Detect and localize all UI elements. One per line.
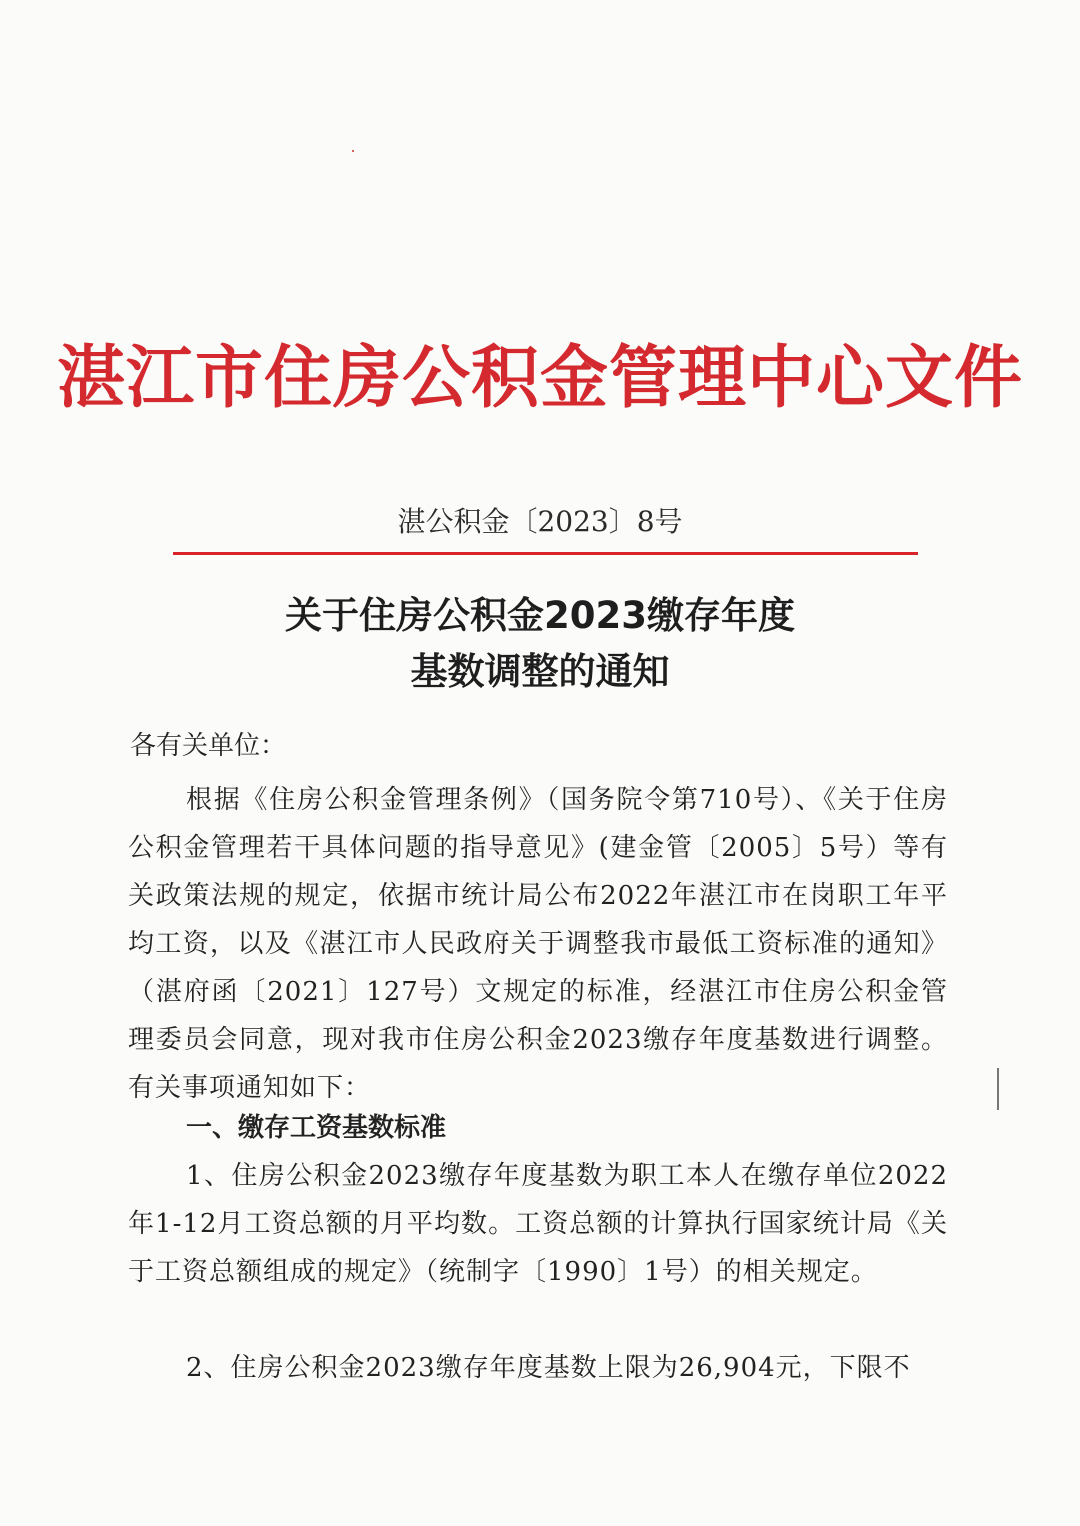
scan-margin-mark (997, 1068, 999, 1110)
body-paragraph-2: 1、住房公积金2023缴存年度基数为职工本人在缴存单位2022年1-12月工资总额的月平均数。工资总额的计算执行国家统计局《关于工资总额组成的规定》（统制字〔1990〕1号）的相关规定。 (128, 1161, 948, 1287)
red-separator-rule (173, 552, 918, 555)
issuing-authority-header: 湛江市住房公积金管理中心文件 (56, 338, 1023, 418)
body-paragraph-3: 2、住房公积金2023缴存年度基数上限为26,904元，下限不 (186, 1353, 911, 1383)
notice-title-line-1: 关于住房公积金2023缴存年度 (285, 594, 795, 637)
notice-title-line-2: 基数调整的通知 (410, 650, 670, 693)
notice-title (0, 588, 1080, 700)
body-paragraph-1: 根据《住房公积金管理条例》（国务院令第710号）、《关于住房公积金管理若干具体问题的指导意见》(建金管〔2005〕5号）等有关政策法规的规定，依据市统计局公布2022年湛江市在岗职工年平均工资，以及《湛江市人民政府关于调整我市最低工资标准的通知》（湛府函〔2021〕127号）文规定的标准，经湛江市住房公积金管理委员会同意，现对我市住房公积金2023缴存年度基数进行调整。有关事项通知如下： (128, 785, 948, 1103)
section-heading-1: 一、缴存工资基数标准 (186, 1113, 447, 1143)
document-number: 湛公积金〔2023〕8号 (397, 505, 683, 538)
scan-speck (352, 150, 354, 152)
salutation: 各有关单位： (130, 731, 287, 761)
